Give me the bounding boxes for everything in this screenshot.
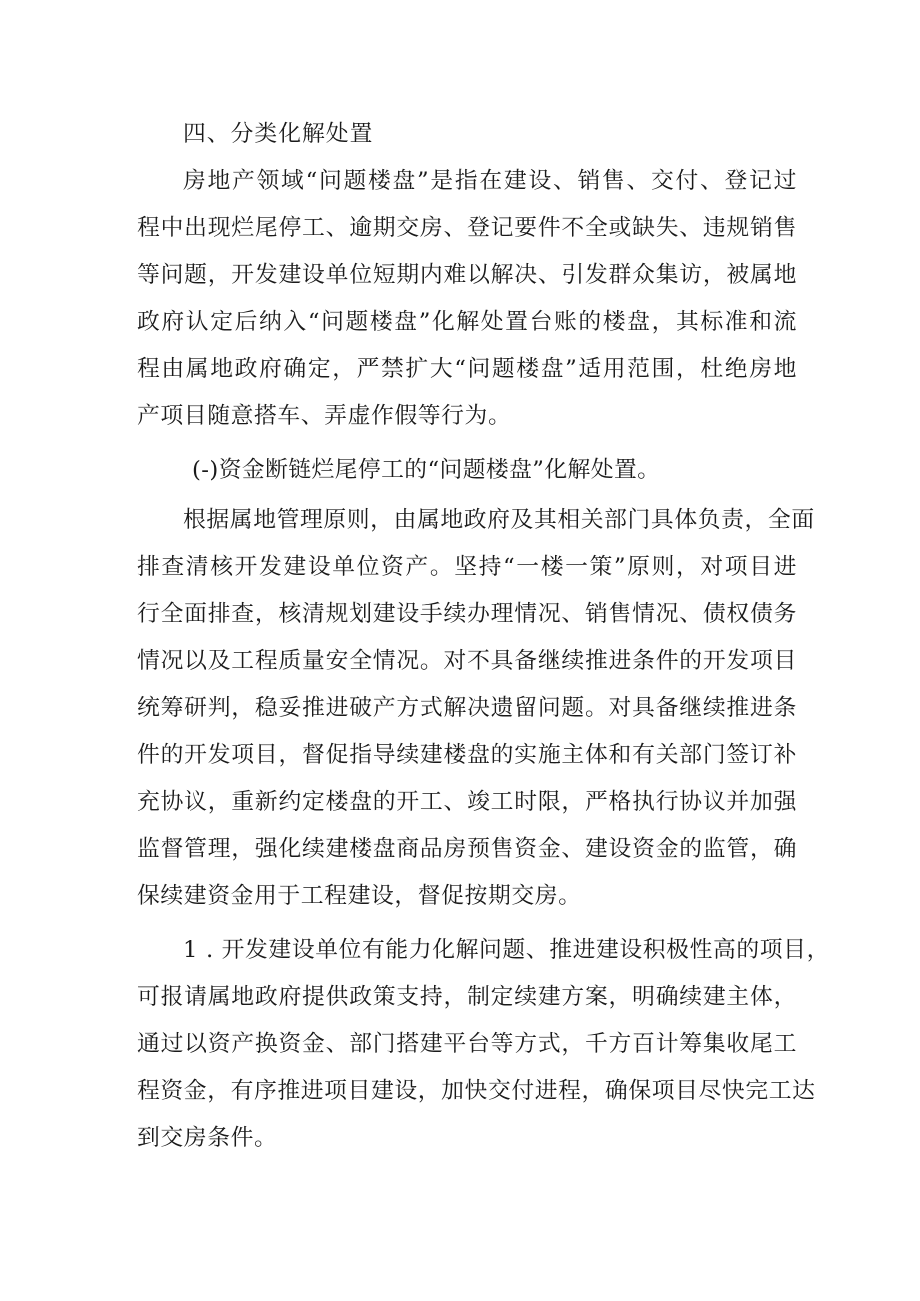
section-heading: 四、分类化解处置 <box>183 121 374 147</box>
paragraph-2-line-9: 保续建资金用于工程建设，督促按期交房。 <box>137 883 582 909</box>
paragraph-2-line-6: 件的开发项目，督促指导续建楼盘的实施主体和有关部门签订补 <box>137 742 797 768</box>
paragraph-2-line-1: 根据属地管理原则，由属地政府及其相关部门具体负责，全面 <box>183 507 815 533</box>
paragraph-2-line-8: 监督管理，强化续建楼盘商品房预售资金、建设资金的监管，确 <box>137 836 797 862</box>
paragraph-1-line-3: 等问题，开发建设单位短期内难以解决、引发群众集访，被属地 <box>137 262 797 288</box>
paragraph-2-line-7: 充协议，重新约定楼盘的开工、竣工时限，严格执行协议并加强 <box>137 789 797 815</box>
item-1-line-5: 到交房条件。 <box>137 1125 278 1151</box>
item-1-line-2: 可报请属地政府提供政策支持，制定续建方案，明确续建主体， <box>137 984 797 1010</box>
paragraph-1-line-2: 程中出现烂尾停工、逾期交房、登记要件不全或缺失、违规销售 <box>137 215 797 241</box>
paragraph-1-line-1: 房地产领域“问题楼盘”是指在建设、销售、交付、登记过 <box>183 168 797 194</box>
paragraph-2-line-2: 排查清核开发建设单位资产。坚持“一楼一策”原则，对项目进 <box>137 554 797 580</box>
paragraph-2-line-4: 情况以及工程质量安全情况。对不具备继续推进条件的开发项目 <box>137 648 797 674</box>
item-1-line-1: 1 . 开发建设单位有能力化解问题、推进建设积极性高的项目， <box>183 937 830 963</box>
item-1-line-3: 通过以资产换资金、部门搭建平台等方式，千方百计筹集收尾工 <box>137 1031 797 1057</box>
subsection-heading: (-)资金断链烂尾停工的“问题楼盘”化解处置。 <box>192 457 661 483</box>
paragraph-2-line-3: 行全面排查，核清规划建设手续办理情况、销售情况、债权债务 <box>137 601 797 627</box>
item-1-line-4: 程资金，有序推进项目建设，加快交付进程，确保项目尽快完工达 <box>137 1078 816 1104</box>
paragraph-1-line-6: 产项目随意搭车、弄虚作假等行为。 <box>137 403 512 429</box>
paragraph-1-line-4: 政府认定后纳入“问题楼盘”化解处置台账的楼盘，其标准和流 <box>137 309 797 335</box>
paragraph-2-line-5: 统筹研判，稳妥推进破产方式解决遗留问题。对具备继续推进条 <box>137 695 797 721</box>
paragraph-1-line-5: 程由属地政府确定，严禁扩大“问题楼盘”适用范围，杜绝房地 <box>137 356 797 382</box>
